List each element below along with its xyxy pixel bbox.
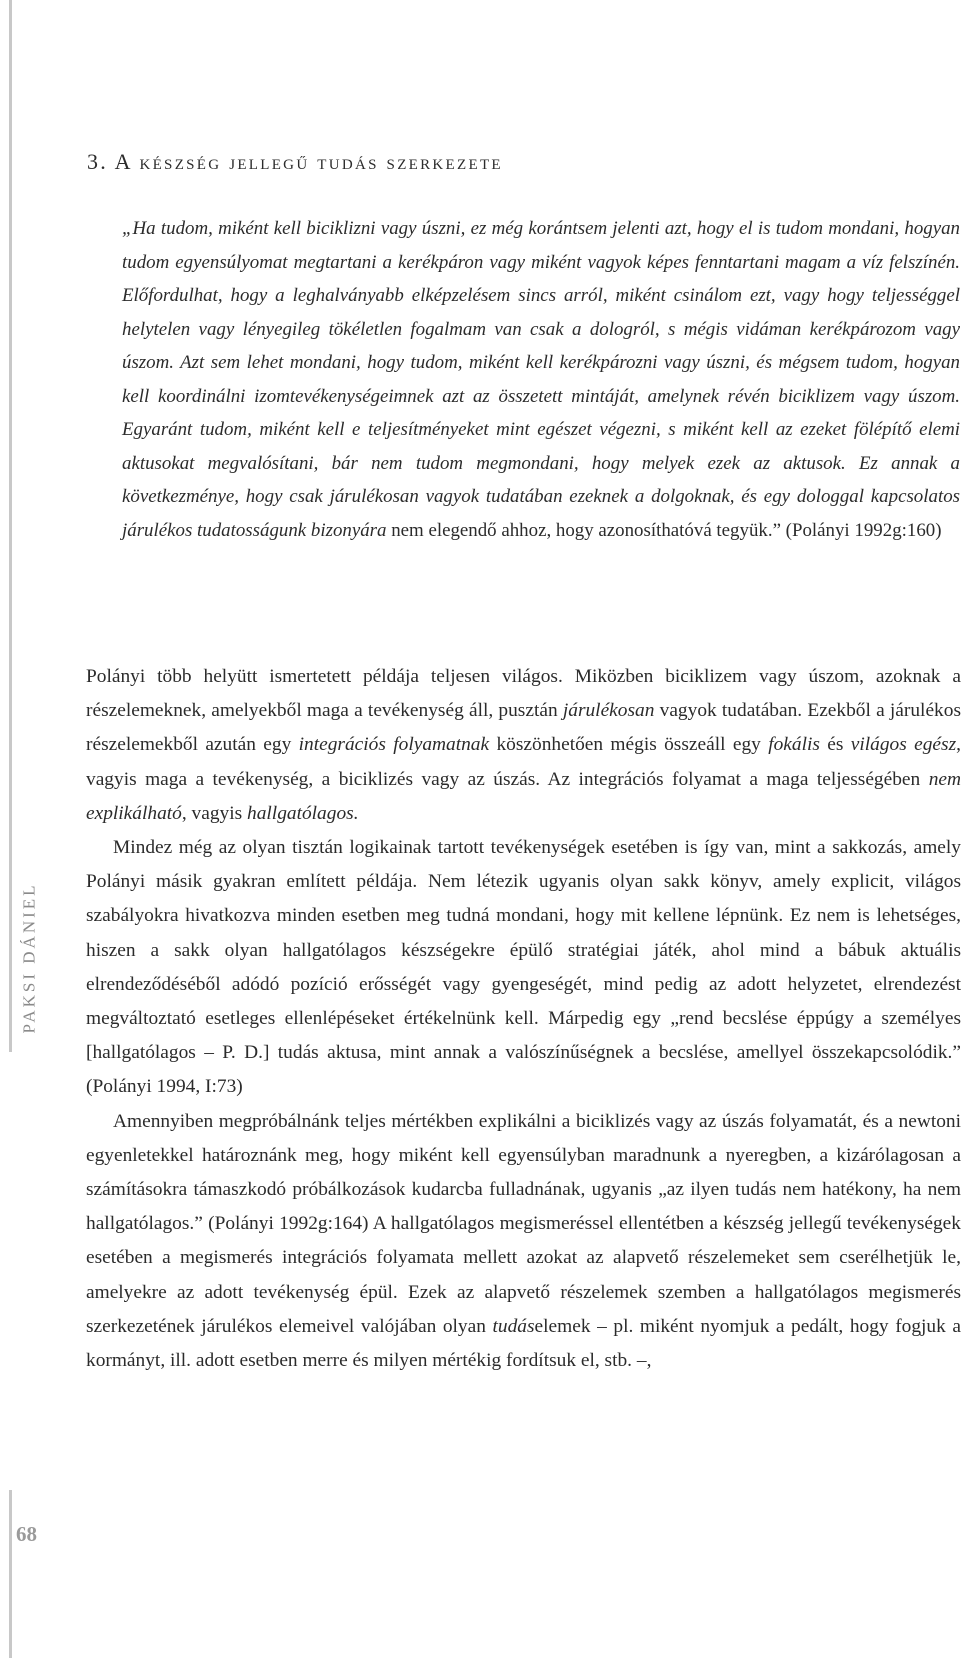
paragraph-1	[86, 660, 961, 831]
emphasis: tudás	[492, 1315, 535, 1337]
text-run: és	[819, 734, 851, 756]
text-run: elemek – pl. miként nyomjuk a pedált, hogy fogjuk a kormányt, ill. adott esetben merre és milyen mértékig fordítsuk el, stb. –,	[86, 1315, 961, 1372]
text-run: , vagyis	[181, 802, 248, 824]
emphasis: fokális	[768, 734, 820, 756]
emphasis: integrációs folyamatnak	[298, 734, 490, 756]
text-run: vagyok tudatában. Ezekből a járulékos részelemekből azután egy	[86, 700, 961, 756]
block-quote	[122, 212, 960, 547]
margin-rule-bottom	[9, 1490, 12, 1658]
quote-paragraph	[122, 212, 960, 547]
emphasis: világos egész	[850, 734, 957, 756]
text-run: Amennyiben megpróbálnánk teljes mértékben explikálni a biciklizés vagy az úszás folyamatát, és a newtoni egyenletekkel határoznánk meg, hogy miként kell egyensúlyban maradnunk a nyeregben, a kizárólagosan a számításokra támaszkodó próbálkozások kudarcba fulladnának, ugyanis „az ilyen tudás nem hatékony, ha nem hallgatólagos.” (Polányi 1992g:164) A hallgatólagos megismeréssel ellentétben a készség jellegű tevékenységek esetében a megismerés integrációs folyamata mellett azokat az alapvető részelemeket sem cserélhetjük le, amelyekre az adott tevékenység épül. Ezek az alapvető részelemek szemben a hallgatólagos megismerés szerkezetének járulékos elemeivel valójában olyan	[86, 1110, 961, 1337]
paragraph-2: Mindez még az olyan tisztán logikainak tartott tevékenységek esetében is így van, mint a sakkozás, amely Polányi másik gyakran említett példája. Nem létezik ugyanis olyan sakk könyv, amely explicit, világos szabályokra hivatkozva minden esetben meg tudná mondani, hogy mit kellene lépnünk. Ez nem is lehetséges, hiszen a sakk olyan hallgatólagos készségekre épülő stratégiai játék, ahol mind a bábuk aktuális elrendeződéséből adódó pozíció erősségét vagy gyengeségét, mind pedig az adott helyzetet, elrendezést megváltoztató esetleges ellenlépéseket értékelnünk kell. Márpedig egy „rend becslése éppúgy a személyes [hallgatólagos – P. D.] tudás aktusa, mint annak a valószínűségnek a becslése, amellyel összekapcsolódik.” (Polányi 1994, I:73)	[86, 837, 961, 1098]
emphasis: nem explikálható	[86, 768, 961, 824]
page-number: 68	[16, 1522, 37, 1546]
paragraph-3	[86, 1105, 961, 1379]
emphasis: hallgatólagos.	[247, 802, 359, 824]
quote-citation-text: nem elegendő ahhoz, hogy azonosíthatóvá tegyük.” (Polányi 1992g:160)	[386, 519, 942, 541]
running-head	[12, 868, 48, 1048]
text-run: Polányi több helyütt ismertetett példája teljesen világos. Miközben biciklizem vagy úszom, azoknak a részelemeknek, amelyekből maga a tevékenység áll, pusztán	[86, 666, 961, 722]
chapter-title: 3. A készség jellegű tudás szerkezete	[87, 149, 503, 174]
emphasis: járulékosan	[562, 700, 655, 722]
text-run: , vagyis maga a tevékenység, a biciklizés vagy az úszás. Az integrációs folyamat a maga teljességében	[86, 734, 961, 790]
quote-italic-text: „Ha tudom, miként kell biciklizni vagy úszni, ez még korántsem jelenti azt, hogy el is tudom mondani, hogyan tudom egyensúlyomat megtartani a kerékpáron vagy miként vagyok képes fenntartani magam a víz felszínén. Előfordulhat, hogy a leghalványabb elképzelésem sincs arról, miként csinálom ezt, vagy hogy teljességgel helytelen vagy lényegileg tökéletlen fogalmam van csak a dologról, s mégis vidáman kerékpározom vagy úszom. Azt sem lehet mondani, hogy tudom, miként kell kerékpározni vagy úszni, és mégsem tudom, hogyan kell koordinálni izomtevékenységeimnek azt az összetett mintáját, amelynek révén biciklizem vagy úszom. Egyaránt tudom, miként kell e teljesítményeket mint egészet végezni, s miként kell az ezeket fölépítő elemi aktusokat megvalósítani, bár nem tudom megmondani, hogy melyek ezek az aktusok. Ez annak a következménye, hogy csak járulékosan vagyok tudatában ezeknek a dolgoknak, és egy dologgal kapcsolatos járulékos tudatosságunk bizonyára	[122, 218, 960, 541]
text-run: köszönhetően mégis összeáll egy	[489, 734, 769, 756]
body-text	[86, 660, 961, 1378]
author-name: PAKSI DÁNIEL	[20, 882, 40, 1034]
